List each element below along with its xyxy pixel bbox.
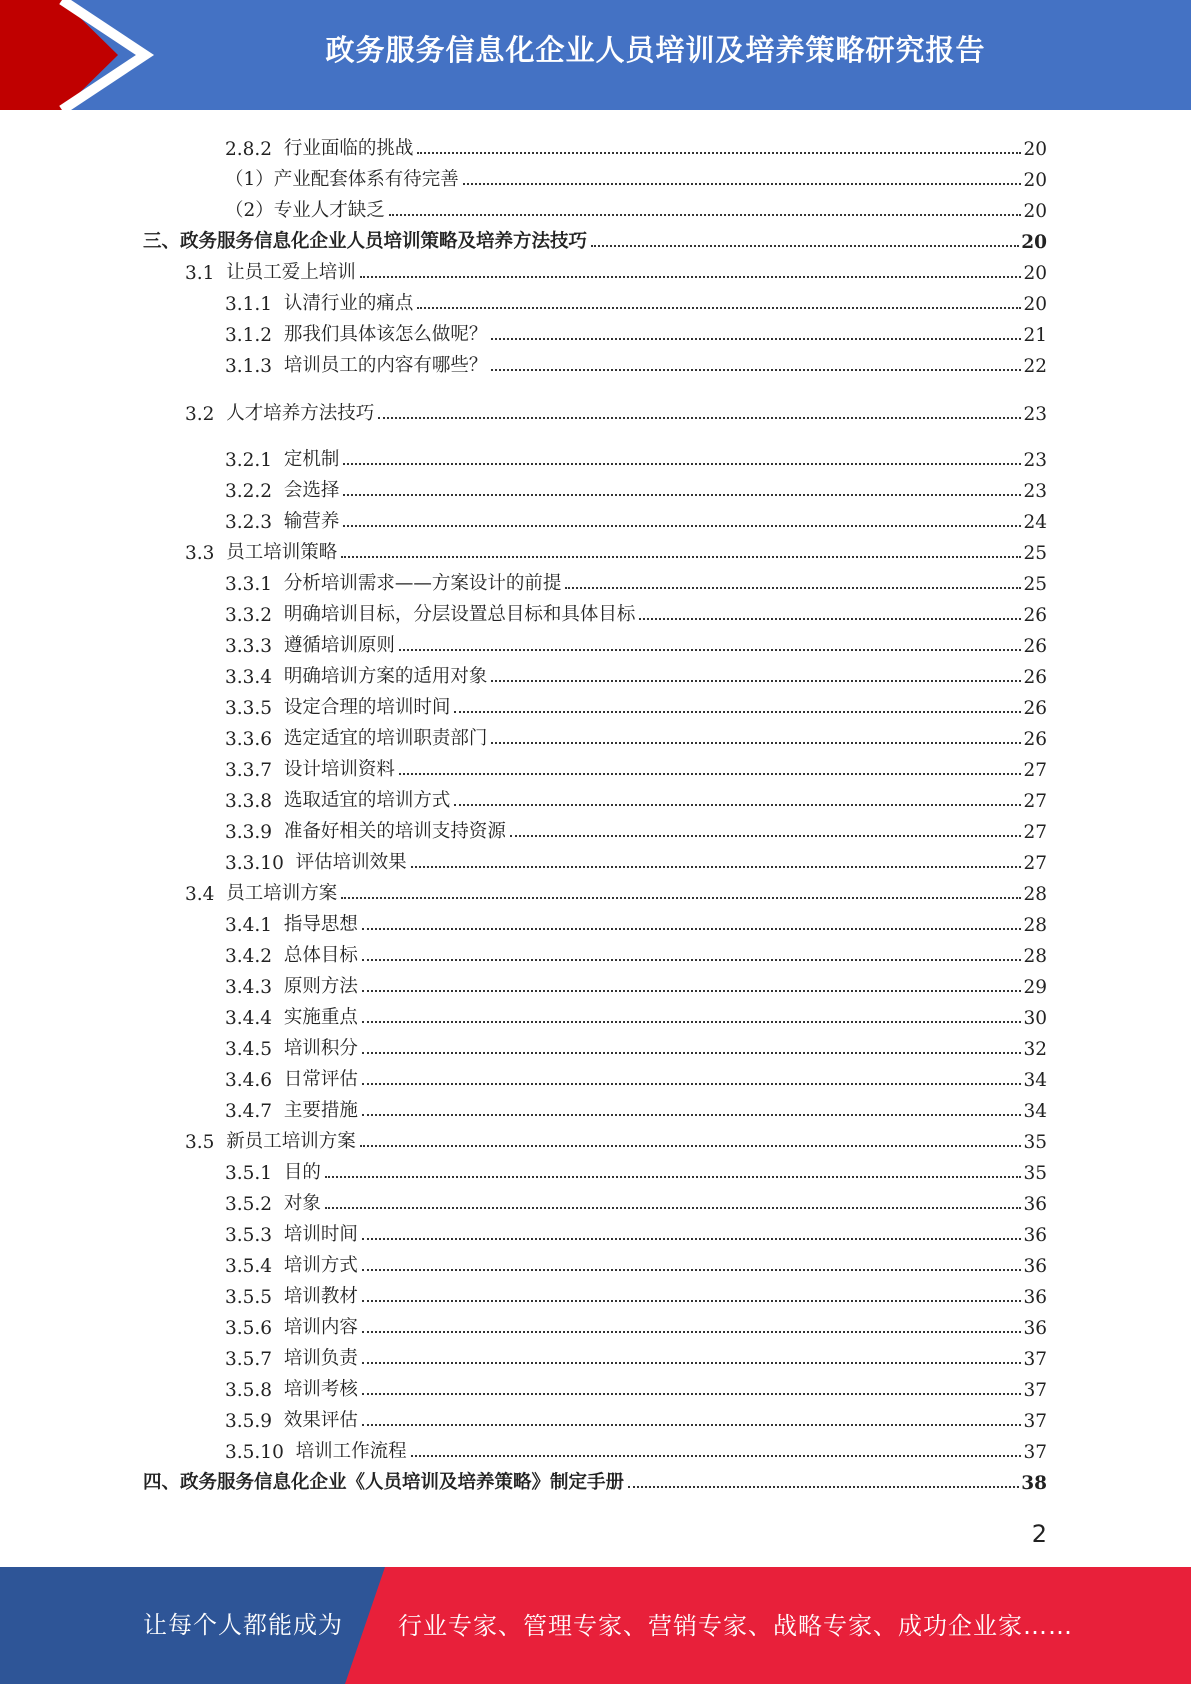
toc-dot-leader [343,463,1021,465]
toc-dot-leader [417,307,1021,309]
toc-dot-leader [411,1455,1022,1457]
toc-entry[interactable] [225,1218,1047,1246]
toc-dot-leader [360,1145,1022,1147]
toc-dot-leader [343,494,1021,496]
toc-entry-number: 3.3 [185,543,227,564]
toc-entry-title: 目的 [283,1162,321,1183]
toc-entry-title: 培训教材 [283,1286,358,1307]
toc-dot-leader [378,417,1021,419]
toc-dot-leader [343,525,1021,527]
toc-entry[interactable] [225,1187,1047,1215]
toc-dot-leader [362,1362,1022,1364]
toc-dot-leader [341,897,1021,899]
toc-entry-number: 3.5.4 [225,1256,284,1277]
toc-dot-leader [362,1331,1022,1333]
toc-entry-number: 3.2.3 [225,512,284,533]
toc-dot-leader [399,773,1022,775]
toc-dot-leader [463,183,1022,185]
toc-entry-page: 36 [1023,1225,1047,1246]
toc-entry[interactable] [225,567,1047,595]
toc-entry[interactable] [225,1280,1047,1308]
toc-entry-number: 3.2.2 [225,481,284,502]
toc-entry-page: 27 [1023,853,1047,874]
toc-entry-title: 三、政务服务信息化企业人员培训策略及培养方法技巧 [143,231,588,252]
toc-dot-leader [325,1207,1022,1209]
toc-entry-number: 3.2.1 [225,450,284,471]
toc-entry-number: 3.5.6 [225,1318,284,1339]
toc-entry-page: 20 [1023,263,1047,284]
toc-entry-title: 会选择 [283,480,340,501]
toc-entry-title: 指导思想 [283,914,358,935]
toc-entry[interactable] [225,660,1047,688]
toc-dot-leader [491,742,1021,744]
toc-entry[interactable] [225,1435,1047,1463]
toc-entry-number: 3.3.7 [225,760,284,781]
toc-entry[interactable] [225,1094,1047,1122]
toc-dot-leader [565,587,1021,589]
toc-entry[interactable] [225,629,1047,657]
toc-dot-leader [325,1176,1022,1178]
toc-entry-number: 3.1.1 [225,294,284,315]
toc-dot-leader [639,618,1021,620]
toc-entry-page: 37 [1023,1442,1047,1463]
toc-entry-title: 培训员工的内容有哪些？ [283,355,488,376]
toc-entry[interactable] [225,815,1047,843]
toc-entry[interactable] [225,1001,1047,1029]
toc-entry[interactable] [225,287,1047,315]
toc-entry-page: 20 [1021,232,1047,253]
toc-entry-number: 3.2 [185,404,227,425]
toc-entry-title: 培训方式 [283,1255,358,1276]
toc-dot-leader [510,835,1022,837]
toc-entry-title: 让员工爱上培训 [226,262,356,283]
toc-entry[interactable] [225,1404,1047,1432]
toc-entry-page: 23 [1023,404,1047,425]
toc-dot-leader [399,649,1022,651]
toc-dot-leader [362,1114,1022,1116]
toc-entry[interactable] [225,784,1047,812]
toc-entry[interactable] [225,349,1047,377]
toc-entry-page: 37 [1023,1380,1047,1401]
toc-entry-title: 分析培训需求——方案设计的前提 [283,573,562,594]
toc-entry-number: 3.4.4 [225,1008,284,1029]
toc-entry-page: 28 [1023,915,1047,936]
toc-entry-title: 明确培训方案的适用对象 [283,666,488,687]
toc-dot-leader [491,338,1021,340]
toc-entry-number: 2.8.2 [225,139,284,160]
toc-entry-page: 26 [1023,667,1047,688]
toc-entry-title: 设定合理的培训时间 [283,697,451,718]
toc-entry-page: 26 [1023,636,1047,657]
toc-entry-title: 总体目标 [283,945,358,966]
toc-entry[interactable] [225,846,1047,874]
toc-entry-title: 输营养 [283,511,340,532]
toc-entry-number: 3.5.9 [225,1411,284,1432]
toc-entry-page: 26 [1023,605,1047,626]
toc-entry[interactable] [225,505,1047,533]
toc-entry-number: 3.5.8 [225,1380,284,1401]
toc-entry[interactable] [225,722,1047,750]
page-number: 2 [1031,1520,1047,1548]
toc-entry-page: 38 [1021,1473,1047,1494]
toc-entry-page: 25 [1023,543,1047,564]
page-header [0,0,1191,110]
toc-dot-leader [362,1238,1022,1240]
toc-entry-page: 23 [1023,450,1047,471]
toc-entry-title: 原则方法 [283,976,358,997]
toc-entry-page: 29 [1023,977,1047,998]
toc-dot-leader [362,990,1022,992]
toc-entry[interactable] [225,1156,1047,1184]
toc-entry-title: 遵循培训原则 [283,635,395,656]
toc-entry-number: 3.4.7 [225,1101,284,1122]
toc-entry[interactable] [185,536,1047,564]
toc-entry[interactable] [225,908,1047,936]
toc-entry-page: 20 [1023,294,1047,315]
toc-entry-title: 准备好相关的培训支持资源 [283,821,506,842]
toc-entry-page: 36 [1023,1318,1047,1339]
toc-entry-page: 23 [1023,481,1047,502]
toc-entry-number: 3.3.9 [225,822,284,843]
footer-slogan-right: 行业专家、管理专家、营销专家、战略专家、成功企业家…… [398,1612,1073,1640]
toc-entry-number: 3.4.3 [225,977,284,998]
toc-entry-page: 36 [1023,1287,1047,1308]
toc-entry-title: 实施重点 [283,1007,358,1028]
toc-entry-title: 认清行业的痛点 [283,293,414,314]
toc-entry-title: 新员工培训方案 [226,1131,356,1152]
toc-dot-leader [454,804,1021,806]
toc-dot-leader [362,959,1022,961]
toc-entry-page: 20 [1023,170,1047,191]
toc-entry-page: 36 [1023,1194,1047,1215]
toc-entry-title: 对象 [283,1193,321,1214]
toc-entry[interactable] [225,194,1047,222]
toc-entry-number: 3.4 [185,884,227,905]
toc-entry[interactable] [185,397,1047,425]
toc-entry-title: 员工培训方案 [226,883,338,904]
toc-entry-title: （1）产业配套体系有待完善 [225,169,459,190]
toc-entry-page: 37 [1023,1411,1047,1432]
toc-entry[interactable] [225,318,1047,346]
toc-entry-page: 27 [1023,791,1047,812]
toc-entry-number: 3.1.2 [225,325,284,346]
toc-entry[interactable] [225,939,1047,967]
toc-entry[interactable] [225,1249,1047,1277]
toc-entry-title: 日常评估 [283,1069,358,1090]
toc-entry-title: 评估培训效果 [295,852,407,873]
toc-entry-number: 3.4.6 [225,1070,284,1091]
toc-entry-title: 培训内容 [283,1317,358,1338]
toc-entry-number: 3.3.8 [225,791,284,812]
toc-entry-page: 30 [1023,1008,1047,1029]
toc-entry-page: 20 [1023,201,1047,222]
toc-entry-number: 3.5.5 [225,1287,284,1308]
toc-entry-number: 3.5.1 [225,1163,284,1184]
toc-entry-number: 3.3.2 [225,605,284,626]
toc-entry-number: 3.5.3 [225,1225,284,1246]
toc-entry[interactable] [225,1342,1047,1370]
toc-entry[interactable] [225,1373,1047,1401]
toc-entry-title: 培训时间 [283,1224,358,1245]
toc-entry-number: 3.3.4 [225,667,284,688]
toc-entry[interactable] [225,1311,1047,1339]
toc-entry-number: 3.3.10 [225,853,296,874]
toc-entry-title: 设计培训资料 [283,759,395,780]
toc-entry-page: 27 [1023,822,1047,843]
toc-entry-page: 35 [1023,1163,1047,1184]
toc-entry-page: 32 [1023,1039,1047,1060]
toc-entry-number: 3.3.5 [225,698,284,719]
toc-entry-page: 28 [1023,884,1047,905]
toc-entry[interactable] [225,132,1047,160]
toc-entry-title: 效果评估 [283,1410,358,1431]
toc-entry-page: 36 [1023,1256,1047,1277]
toc-entry[interactable] [143,225,1047,253]
toc-entry-title: （2）专业人才缺乏 [225,200,385,221]
toc-entry[interactable] [185,256,1047,284]
toc-dot-leader [628,1486,1019,1488]
toc-entry-title: 明确培训目标，分层设置总目标和具体目标 [283,604,636,625]
toc-entry[interactable] [225,691,1047,719]
toc-dot-leader [362,1083,1022,1085]
toc-entry-page: 34 [1023,1101,1047,1122]
toc-entry-number: 3.3.6 [225,729,284,750]
toc-entry-page: 35 [1023,1132,1047,1153]
toc-entry-number: 3.3.1 [225,574,284,595]
toc-entry-number: 3.4.2 [225,946,284,967]
toc-dot-leader [362,928,1022,930]
toc-entry-title: 培训积分 [283,1038,358,1059]
toc-entry-page: 34 [1023,1070,1047,1091]
toc-entry-title: 那我们具体该怎么做呢？ [283,324,488,345]
toc-entry-title: 主要措施 [283,1100,358,1121]
toc-dot-leader [362,1424,1022,1426]
toc-entry-title: 员工培训策略 [226,542,338,563]
toc-dot-leader [362,1052,1022,1054]
toc-entry-title: 选取适宜的培训方式 [283,790,451,811]
toc-entry-page: 24 [1023,512,1047,533]
toc-entry-page: 27 [1023,760,1047,781]
toc-entry-page: 25 [1023,574,1047,595]
toc-dot-leader [411,866,1022,868]
toc-dot-leader [591,245,1019,247]
toc-entry-number: 3.5.10 [225,1442,296,1463]
toc-entry-title: 定机制 [283,449,340,470]
toc-entry-page: 20 [1023,139,1047,160]
toc-entry-title: 培训负责 [283,1348,358,1369]
toc-dot-leader [362,1269,1022,1271]
footer-slogan-left: 让每个人都能成为 [143,1611,343,1639]
toc-entry-page: 22 [1023,356,1047,377]
toc-dot-leader [491,369,1021,371]
toc-entry-number: 3.1.3 [225,356,284,377]
toc-entry[interactable] [225,1063,1047,1091]
toc-entry-page: 21 [1023,325,1047,346]
toc-entry-number: 3.5 [185,1132,227,1153]
toc-entry-page: 26 [1023,729,1047,750]
toc-entry[interactable] [143,1466,1047,1494]
toc-entry[interactable] [225,474,1047,502]
toc-entry-page: 37 [1023,1349,1047,1370]
toc-entry[interactable] [225,163,1047,191]
toc-entry-title: 培训考核 [283,1379,358,1400]
toc-dot-leader [362,1021,1022,1023]
toc-dot-leader [360,276,1022,278]
toc-entry-page: 28 [1023,946,1047,967]
toc-entry[interactable] [225,1032,1047,1060]
toc-entry-number: 3.5.7 [225,1349,284,1370]
toc-dot-leader [362,1300,1022,1302]
toc-dot-leader [341,556,1021,558]
toc-dot-leader [362,1393,1022,1395]
toc-entry-number: 3.5.2 [225,1194,284,1215]
page-footer [0,1567,1191,1684]
toc-entry[interactable] [225,970,1047,998]
toc-dot-leader [454,711,1021,713]
toc-dot-leader [417,152,1021,154]
toc-entry[interactable] [185,877,1047,905]
toc-entry-title: 人才培养方法技巧 [226,403,375,424]
document-title: 政务服务信息化企业人员培训及培养策略研究报告 [325,33,986,67]
toc-entry-number: 3.4.1 [225,915,284,936]
toc-entry[interactable] [225,443,1047,471]
toc-entry-title: 选定适宜的培训职责部门 [283,728,488,749]
toc-entry[interactable] [225,753,1047,781]
toc-entry-title: 培训工作流程 [295,1441,407,1462]
toc-dot-leader [389,214,1022,216]
toc-entry[interactable] [225,598,1047,626]
toc-entry-number: 3.4.5 [225,1039,284,1060]
toc-dot-leader [491,680,1021,682]
toc-entry-page: 26 [1023,698,1047,719]
toc-entry-number: 3.3.3 [225,636,284,657]
toc-entry[interactable] [185,1125,1047,1153]
toc-entry-title: 行业面临的挑战 [283,138,414,159]
toc-entry-title: 四、政务服务信息化企业《人员培训及培养策略》制定手册 [143,1472,625,1493]
toc-entry-number: 3.1 [185,263,227,284]
